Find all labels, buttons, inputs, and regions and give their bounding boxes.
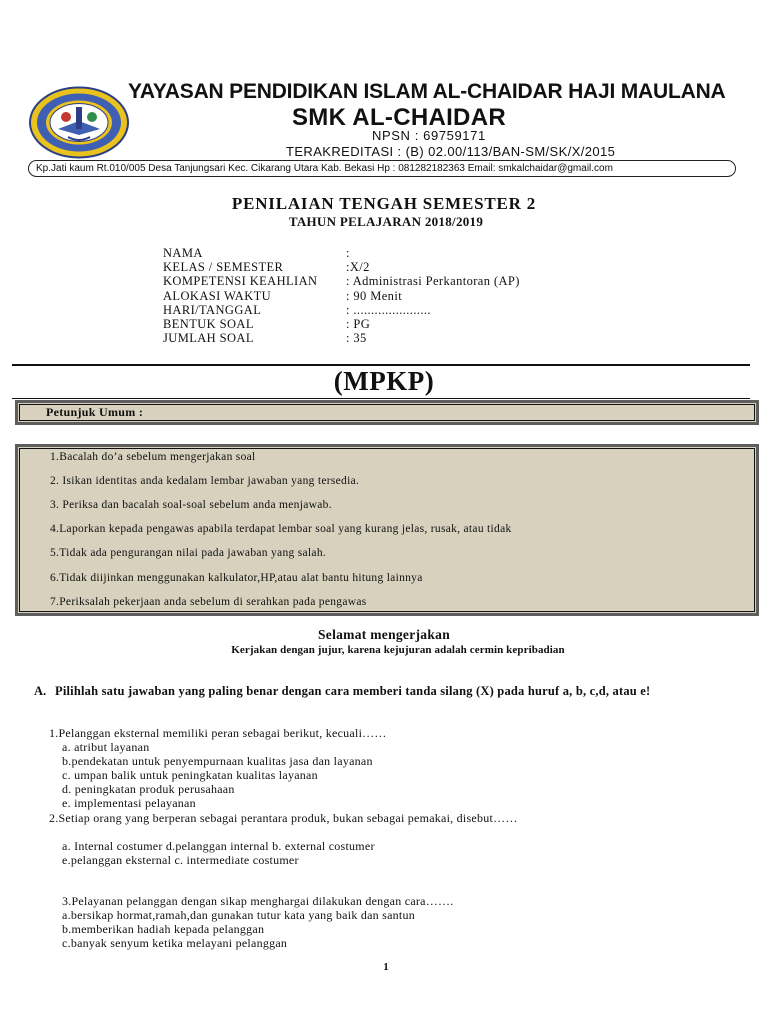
option-line: b.pendekatan untuk penyempurnaan kualitas jasa dan layanan	[62, 754, 373, 768]
exam-title: PENILAIAN TENGAH SEMESTER 2	[231, 194, 537, 213]
option-line: a. atribut layanan	[62, 740, 150, 754]
identity-value: : Administrasi Perkantoran (AP)	[346, 274, 520, 289]
identity-value: : 35	[346, 331, 367, 346]
identity-value: : 90 Menit	[346, 288, 403, 303]
identity-label: KOMPETENSI KEAHLIAN	[163, 274, 318, 289]
question-1: 1.Pelanggan eksternal memiliki peran sebagai berikut, kecuali……	[49, 726, 387, 740]
option-line: e.pelanggan eksternal c. intermediate costumer	[62, 853, 299, 867]
npsn-line: NPSN : 69759171	[372, 128, 486, 143]
instruction-item: 5.Tidak ada pengurangan nilai pada jawaban yang salah.	[50, 547, 327, 559]
school-crest-icon	[28, 85, 130, 160]
instruction-item: 1.Bacalah do’a sebelum mengerjakan soal	[50, 451, 256, 463]
identity-label: BENTUK SOAL	[163, 316, 254, 331]
option-line: e. implementasi pelayanan	[62, 796, 196, 810]
section-instruction: Pilihlah satu jawaban yang paling benar dengan cara memberi tanda silang (X) pada huruf a, b, c,d, atau e!	[55, 684, 651, 698]
identity-label: ALOKASI WAKTU	[163, 288, 272, 303]
instruction-item: 7.Periksalah pekerjaan anda sebelum di serahkan pada pengawas	[50, 596, 367, 608]
identity-label: HARI/TANGGAL	[163, 302, 262, 317]
option-line: a. Internal costumer d.pelanggan internal b. external costumer	[62, 839, 375, 853]
instruction-item: 2. Isikan identitas anda kedalam lembar jawaban yang tersedia.	[50, 475, 360, 487]
accreditation-line: TERAKREDITASI : (B) 02.00/113/BAN-SM/SK/X/2015	[286, 144, 616, 159]
option-line: c.banyak senyum ketika melayani pelanggan	[62, 936, 288, 950]
motto: Kerjakan dengan jujur, karena kejujuran adalah cermin kepribadian	[231, 644, 565, 656]
subject-code: (MPKP)	[333, 366, 435, 396]
identity-value: : PG	[346, 316, 371, 331]
identity-value: : ......................	[346, 302, 431, 317]
instruction-item: 6.Tidak diijinkan menggunakan kalkulator,HP,atau alat bantu hitung lainnya	[50, 572, 423, 584]
option-line: d. peningkatan produk perusahaan	[62, 782, 235, 796]
identity-value: :X/2	[346, 260, 370, 275]
identity-label: JUMLAH SOAL	[163, 331, 254, 346]
question-2: 2.Setiap orang yang berperan sebagai perantara produk, bukan sebagai pemakai, disebut……	[49, 811, 518, 825]
divider-bottom	[12, 398, 750, 399]
option-line: b.memberikan hadiah kepada pelanggan	[62, 922, 265, 936]
page-number: 1	[383, 961, 389, 973]
instruction-item: 4.Laporkan kepada pengawas apabila terdapat lembar soal yang kurang jelas, rusak, atau tidak	[50, 523, 512, 535]
identity-label: KELAS / SEMESTER	[163, 260, 284, 275]
instruction-item: 3. Periksa dan bacalah soal-soal sebelum anda menjawab.	[50, 499, 332, 511]
address-line: Kp.Jati kaum Rt.010/005 Desa Tanjungsari Kec. Cikarang Utara Kab. Bekasi Hp : 081282182363 Email: smkalchaidar@gmail.com	[36, 163, 613, 174]
question-3: 3.Pelayanan pelanggan dengan sikap menghargai dilakukan dengan cara…….	[62, 894, 454, 908]
petunjuk-label: Petunjuk Umum :	[46, 405, 144, 419]
option-line: a.bersikap hormat,ramah,dan gunakan tutur kata yang baik dan santun	[62, 908, 415, 922]
identity-label: NAMA	[163, 246, 203, 260]
school-name: SMK AL-CHAIDAR	[292, 104, 506, 131]
option-line: c. umpan balik untuk peningkatan kualitas layanan	[62, 768, 318, 782]
foundation-name: YAYASAN PENDIDIKAN ISLAM AL-CHAIDAR HAJI MAULANA	[128, 80, 726, 103]
greeting: Selamat mengerjakan	[317, 627, 451, 642]
academic-year: TAHUN PELAJARAN 2018/2019	[288, 214, 484, 229]
identity-value: :	[346, 246, 350, 260]
section-letter: A.	[34, 684, 47, 698]
